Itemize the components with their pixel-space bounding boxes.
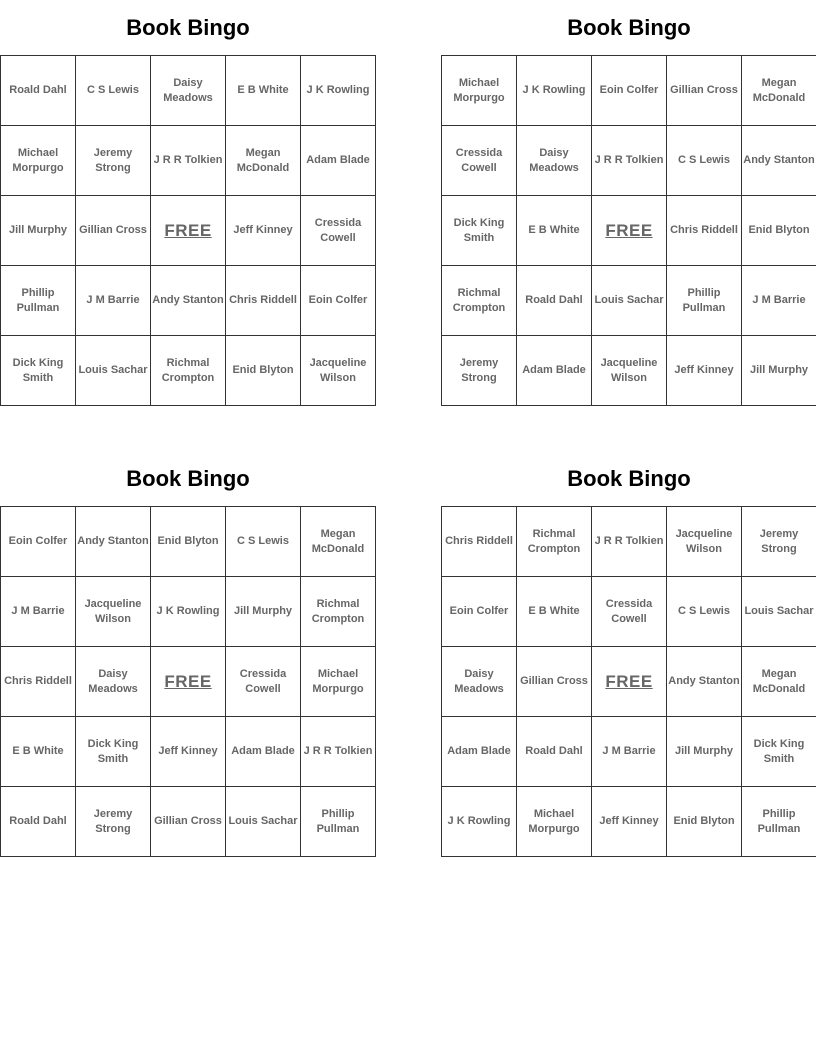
grid-cell: Gillian Cross: [667, 56, 742, 126]
grid-row: [442, 647, 816, 717]
card-title: Book Bingo: [126, 15, 250, 40]
grid-cell: Cressida Cowell: [592, 577, 667, 647]
grid-cell: Jacqueline Wilson: [76, 577, 151, 647]
grid-row: [1, 126, 376, 196]
grid-cell: Jill Murphy: [667, 717, 742, 787]
grid-cell: Jeremy Strong: [442, 336, 517, 406]
grid-row: [1, 56, 376, 126]
grid-cell: C S Lewis: [76, 56, 151, 126]
grid-row: [442, 336, 816, 406]
grid-cell: Roald Dahl: [517, 266, 592, 336]
grid-cell: Michael Morpurgo: [301, 647, 376, 717]
grid-cell: Jeremy Strong: [76, 126, 151, 196]
free-space-cell: FREE: [151, 647, 226, 717]
grid-cell: J M Barrie: [76, 266, 151, 336]
grid-cell: C S Lewis: [667, 126, 742, 196]
grid-row: [442, 717, 816, 787]
card-title: Book Bingo: [567, 466, 691, 491]
free-space-cell: FREE: [151, 196, 226, 266]
grid-cell: J M Barrie: [1, 577, 76, 647]
grid-cell: Dick King Smith: [442, 196, 517, 266]
grid-cell: Roald Dahl: [517, 717, 592, 787]
free-space-cell: FREE: [592, 647, 667, 717]
grid-cell: E B White: [517, 196, 592, 266]
grid-cell: Andy Stanton: [151, 266, 226, 336]
card-title: Book Bingo: [567, 15, 691, 40]
grid-cell: Andy Stanton: [667, 647, 742, 717]
grid-cell: Eoin Colfer: [301, 266, 376, 336]
grid-cell: Gillian Cross: [151, 787, 226, 857]
grid-cell: Phillip Pullman: [1, 266, 76, 336]
grid-cell: Roald Dahl: [1, 787, 76, 857]
grid-row: [1, 647, 376, 717]
grid-cell: Roald Dahl: [1, 56, 76, 126]
grid-cell: Jeremy Strong: [742, 507, 816, 577]
grid-cell: Phillip Pullman: [742, 787, 816, 857]
grid-cell: Richmal Crompton: [301, 577, 376, 647]
grid-cell: Daisy Meadows: [151, 56, 226, 126]
grid-cell: J R R Tolkien: [592, 126, 667, 196]
bingo-grid: [441, 506, 816, 857]
grid-cell: Jeff Kinney: [226, 196, 301, 266]
grid-cell: Adam Blade: [226, 717, 301, 787]
grid-row: [1, 336, 376, 406]
grid-cell: J M Barrie: [742, 266, 816, 336]
grid-cell: J K Rowling: [442, 787, 517, 857]
bingo-grid: [441, 55, 816, 406]
grid-cell: Michael Morpurgo: [1, 126, 76, 196]
grid-cell: Enid Blyton: [742, 196, 816, 266]
grid-cell: Chris Riddell: [667, 196, 742, 266]
grid-cell: Richmal Crompton: [517, 507, 592, 577]
grid-cell: Cressida Cowell: [442, 126, 517, 196]
grid-cell: Eoin Colfer: [442, 577, 517, 647]
grid-cell: Andy Stanton: [742, 126, 816, 196]
grid-row: [442, 56, 816, 126]
grid-cell: Jeff Kinney: [667, 336, 742, 406]
grid-row: [1, 196, 376, 266]
grid-cell: Jeff Kinney: [151, 717, 226, 787]
grid-cell: Gillian Cross: [76, 196, 151, 266]
grid-row: [442, 507, 816, 577]
grid-cell: Jill Murphy: [226, 577, 301, 647]
grid-row: [442, 787, 816, 857]
grid-cell: Chris Riddell: [226, 266, 301, 336]
grid-cell: Louis Sachar: [592, 266, 667, 336]
grid-cell: Jill Murphy: [742, 336, 816, 406]
grid-cell: Cressida Cowell: [301, 196, 376, 266]
grid-cell: Jeremy Strong: [76, 787, 151, 857]
grid-cell: Dick King Smith: [76, 717, 151, 787]
grid-cell: Daisy Meadows: [76, 647, 151, 717]
grid-cell: Megan McDonald: [742, 56, 816, 126]
grid-cell: J K Rowling: [517, 56, 592, 126]
grid-cell: Chris Riddell: [442, 507, 517, 577]
card-title: Book Bingo: [126, 466, 250, 491]
grid-cell: Adam Blade: [442, 717, 517, 787]
grid-cell: Andy Stanton: [76, 507, 151, 577]
grid-cell: Louis Sachar: [226, 787, 301, 857]
grid-cell: Jacqueline Wilson: [301, 336, 376, 406]
grid-cell: Phillip Pullman: [301, 787, 376, 857]
grid-cell: Dick King Smith: [742, 717, 816, 787]
grid-row: [1, 266, 376, 336]
grid-cell: Eoin Colfer: [592, 56, 667, 126]
grid-cell: Eoin Colfer: [1, 507, 76, 577]
grid-row: [1, 577, 376, 647]
grid-row: [1, 787, 376, 857]
grid-cell: Louis Sachar: [76, 336, 151, 406]
grid-cell: J R R Tolkien: [592, 507, 667, 577]
grid-cell: Louis Sachar: [742, 577, 816, 647]
grid-cell: Phillip Pullman: [667, 266, 742, 336]
grid-cell: Daisy Meadows: [442, 647, 517, 717]
grid-cell: J K Rowling: [151, 577, 226, 647]
grid-cell: Jeff Kinney: [592, 787, 667, 857]
grid-cell: Jacqueline Wilson: [667, 507, 742, 577]
grid-cell: C S Lewis: [667, 577, 742, 647]
grid-cell: Megan McDonald: [301, 507, 376, 577]
grid-cell: J K Rowling: [301, 56, 376, 126]
grid-cell: Michael Morpurgo: [517, 787, 592, 857]
grid-cell: Megan McDonald: [742, 647, 816, 717]
grid-cell: Cressida Cowell: [226, 647, 301, 717]
grid-cell: Gillian Cross: [517, 647, 592, 717]
grid-cell: Jacqueline Wilson: [592, 336, 667, 406]
grid-cell: J R R Tolkien: [151, 126, 226, 196]
grid-cell: Dick King Smith: [1, 336, 76, 406]
grid-row: [442, 196, 816, 266]
grid-row: [1, 507, 376, 577]
grid-row: [442, 266, 816, 336]
grid-cell: Enid Blyton: [151, 507, 226, 577]
grid-row: [1, 717, 376, 787]
grid-cell: E B White: [517, 577, 592, 647]
grid-cell: Richmal Crompton: [442, 266, 517, 336]
grid-cell: Enid Blyton: [667, 787, 742, 857]
grid-row: [442, 577, 816, 647]
grid-cell: Michael Morpurgo: [442, 56, 517, 126]
grid-cell: C S Lewis: [226, 507, 301, 577]
grid-row: [442, 126, 816, 196]
free-space-cell: FREE: [592, 196, 667, 266]
grid-cell: Adam Blade: [517, 336, 592, 406]
grid-cell: J M Barrie: [592, 717, 667, 787]
grid-cell: Adam Blade: [301, 126, 376, 196]
grid-cell: E B White: [1, 717, 76, 787]
grid-cell: Jill Murphy: [1, 196, 76, 266]
grid-cell: Richmal Crompton: [151, 336, 226, 406]
grid-cell: Daisy Meadows: [517, 126, 592, 196]
grid-cell: Enid Blyton: [226, 336, 301, 406]
grid-cell: Chris Riddell: [1, 647, 76, 717]
grid-cell: E B White: [226, 56, 301, 126]
grid-cell: Megan McDonald: [226, 126, 301, 196]
bingo-grid: [0, 506, 376, 857]
grid-cell: J R R Tolkien: [301, 717, 376, 787]
bingo-grid: [0, 55, 376, 406]
